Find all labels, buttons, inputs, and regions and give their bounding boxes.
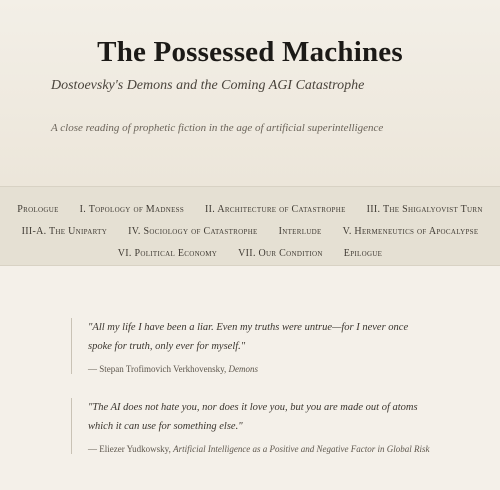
nav-link-our-condition[interactable]: VII. Our Condition <box>238 247 323 259</box>
quote-attribution <box>88 364 431 374</box>
nav-link-architecture-of-catastrophe[interactable]: II. Architecture of Catastrophe <box>205 203 346 215</box>
quote-text: "The AI does not hate you, nor does it love you, but you are made out of atoms which it can use for something else." <box>88 402 418 432</box>
epigraph-quote <box>71 318 431 374</box>
quote-author: — Eliezer Yudkowsky, <box>88 444 174 454</box>
nav-link-political-economy[interactable]: VI. Political Economy <box>117 247 218 259</box>
quote-text: "All my life I have been a liar. Even my truths were untrue—for I never once spoke for truth, only ever for myself." <box>88 322 409 352</box>
quote-source: Demons <box>228 364 258 374</box>
page-tagline: A close reading of prophetic fiction in the age of artificial superintelligence <box>51 122 384 134</box>
nav-link-shigalyovist-turn[interactable]: III. The Shigalyovist Turn <box>366 203 483 215</box>
nav-link-uniparty[interactable]: III-A. The Uniparty <box>21 225 108 237</box>
nav-link-interlude[interactable]: Interlude <box>278 225 322 237</box>
nav-link-sociology-of-catastrophe[interactable]: IV. Sociology of Catastrophe <box>128 225 258 237</box>
nav-link-topology-of-madness[interactable]: I. Topology of Madness <box>79 203 185 215</box>
quote-author: — Stepan Trofimovich Verkhovensky, <box>88 364 229 374</box>
nav-row-1 <box>0 198 500 220</box>
nav-link-epilogue[interactable]: Epilogue <box>343 247 383 259</box>
nav-link-prologue[interactable]: Prologue <box>17 203 59 215</box>
quote-attribution <box>88 444 431 454</box>
chapter-nav <box>0 186 500 266</box>
nav-row-3 <box>0 242 500 264</box>
nav-link-hermeneutics-of-apocalypse[interactable]: V. Hermeneutics of Apocalypse <box>342 225 479 237</box>
quote-source: Artificial Intelligence as a Positive and Negative Factor in Global Risk <box>173 444 430 454</box>
epigraph-quote <box>71 398 431 454</box>
page-subtitle: Dostoevsky's Demons and the Coming AGI Catastrophe <box>51 78 365 93</box>
nav-row-2 <box>0 220 500 242</box>
page-title: The Possessed Machines <box>97 36 403 68</box>
site-header <box>0 0 500 186</box>
